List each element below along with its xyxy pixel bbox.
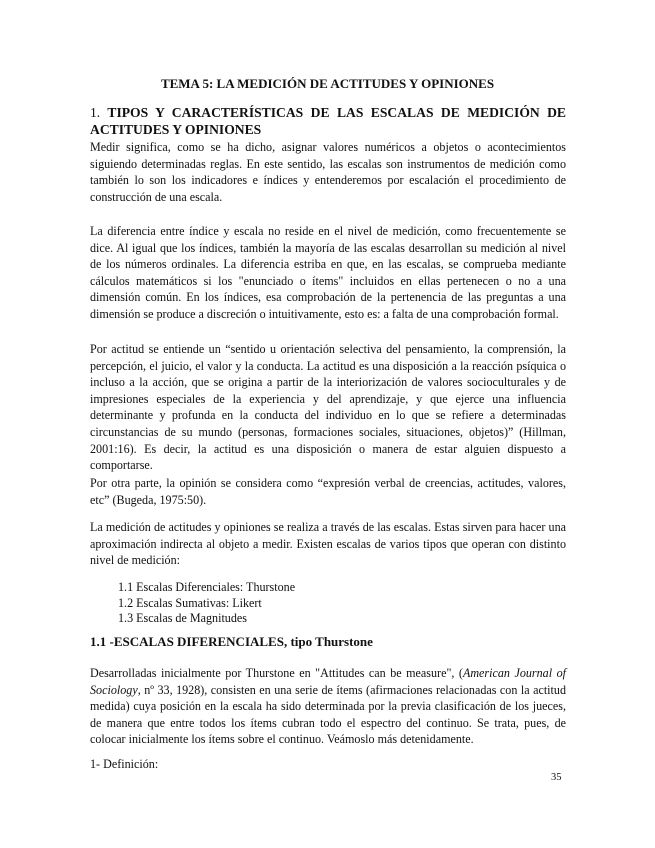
section-1-1-heading: 1.1 -ESCALAS DIFERENCIALES, tipo Thurstone [90,634,373,649]
journal-title: American Journal of Sociology [90,666,566,697]
paragraph-3: Por actitud se entiende un “sentido u orientación selectiva del pensamiento, la comprensión, la percepción, el juicio, el valor y la conducta. La actitud es una disposición a la reacción psíquica o incluso a la acción, que se origina a partir de la interiorización de valores socioculturales y de impresiones especiales de la experiencia y del aprendizaje, y que ejerce una influencia determinante y profunda en la conducta del individuo en lo que se refiere a determinadas circunstancias de su mundo (personas, formaciones sociales, situaciones, objetos)” (Hillman, 2001:16). Es decir, la actitud es una disposición o manera de estar alguien dispuesto a comportarse. [90,342,566,473]
paragraph-4: Por otra parte, la opinión se considera como “expresión verbal de creencias, actitudes, valores, etc” (Bugeda, 1975:50). [90,476,566,507]
page-title: TEMA 5: LA MEDICIÓN DE ACTITUDES Y OPINIONES [160,76,495,91]
list-item: 1.1 Escalas Diferenciales: Thurstone [118,580,296,594]
paragraph-2: La diferencia entre índice y escala no reside en el nivel de medición, como frecuentemente se dice. Al igual que los índices, también la mayoría de las escalas desarrollan su medición al nivel de los números ordinales. La diferencia estriba en que, en las escalas, se comprueba mediante cálculos matemáticos si los "enunciado o ítems" incluidos en ellas pertenecen o no a una dimensión común. En los índices, esa comprobación de la pertenencia de las preguntas a una dimensión se produce a discreción o intuitivamente, esto es: a falta de una comprobación formal. [90,224,566,321]
paragraph-5: La medición de actitudes y opiniones se realiza a través de las escalas. Estas sirven para hacer una aproximación indirecta al objeto a medir. Existen escalas de varios tipos que operan con distinto nivel de medición: [90,520,566,568]
page-number: 35 [551,772,562,783]
section-1-title: TIPOS Y CARACTERÍSTICAS DE LAS ESCALAS DE MEDICIÓN DE ACTITUDES Y OPINIONES [90,105,567,137]
section-1-heading [90,104,566,138]
section-1-number: 1. [90,105,101,120]
definition-label: 1- Definición: [90,757,159,771]
scale-type-list [118,580,295,627]
paragraph-6-rest: , nº 33, 1928), consisten en una serie de ítems (afirmaciones relacionadas con la actitud medida) cuya posición en la escala ha sido determinada por la previa clasificación de los jueces, de manera que entre todos los ítems cubran todo el espectro del continuo. Se trata, pues, de colocar inicialmente los ítems sobre el continuo. Veámoslo más detenidamente. [90,682,566,747]
paragraph-6 [90,665,566,748]
paragraph-1: Medir significa, como se ha dicho, asignar valores numéricos a objetos o acontecimientos siguiendo determinadas reglas. En este sentido, las escalas son instrumentos de medición como también lo son los indicadores e índices y entenderemos por escalación el procedimiento de construcción de una escala. [90,140,566,204]
list-item: 1.3 Escalas de Magnitudes [118,611,247,625]
list-item: 1.2 Escalas Sumativas: Likert [118,595,262,610]
paragraph-6-intro: Desarrolladas inicialmente por Thurstone en "Attitudes can be measure", ( [90,666,463,680]
